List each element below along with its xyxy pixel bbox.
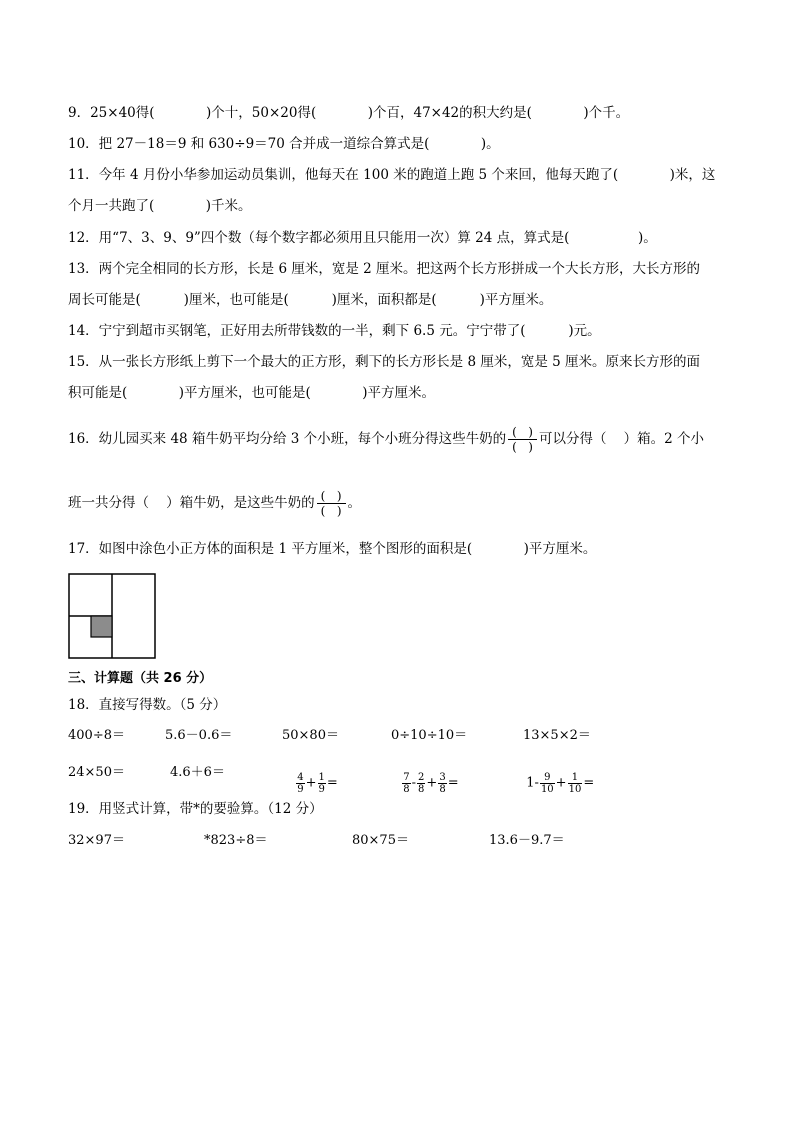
denominator: 8 [418,784,425,795]
fraction [568,772,583,795]
blank-fraction [317,489,346,518]
numerator: 9 [540,772,555,784]
question-11-text-2: 个月一共跑了( )千米。 [68,198,252,214]
question-13-text-2: 周长可能是( )厘米，也可能是( )厘米，面积都是( )平方厘米。 [68,292,553,308]
square-figure [68,573,156,659]
paren-open: ( [512,440,517,454]
question-16-line-1 [68,421,704,457]
blank-space [517,440,528,454]
question-12-text: 12．用“7、3、9、9”四个数（每个数字都必须用且只能用一次）算 24 点，算式是( )。 [68,230,657,246]
equals-sign: = [583,775,595,791]
question-12 [68,229,657,247]
blank-fraction-denominator [317,504,346,518]
denominator: 9 [318,784,325,795]
calc-item: 13.6－9.7＝ [489,833,565,848]
paren-close: ) [528,440,533,454]
one-minus: 1- [526,775,539,791]
question-17 [68,540,596,558]
question-13-line-1 [68,260,700,278]
paren-open: ( [320,504,326,518]
denominator: 9 [297,784,304,795]
fraction-expression [518,756,594,795]
shaded-square [91,616,112,637]
calc-item: 0÷10÷10＝ [391,728,468,743]
question-9 [68,104,629,122]
calc-item: 4.6＋6＝ [170,765,225,780]
plus-sign: + [426,775,438,791]
blank-space [517,425,528,439]
plus-sign: + [305,775,317,791]
paren-open: ( [512,425,517,439]
minus-sign: - [411,775,417,791]
numerator: 1 [568,772,583,784]
question-9-text: 9．25×40得( )个十，50×20得( )个百，47×42的积大约是( )个千。 [68,105,630,121]
question-15-line-1 [68,353,700,371]
equals-sign: = [447,775,459,791]
calc-item: *823÷8＝ [204,833,268,848]
question-15-line-2 [68,384,435,402]
fraction-expression [393,756,459,795]
question-11-text-1: 11．今年 4 月份小华参加运动员集训，他每天在 100 米的跑道上跑 5 个来回，他每天跑了( )米，这 [68,167,716,183]
fraction [417,772,425,795]
paren-close: ) [528,425,533,439]
numerator: 4 [297,772,304,783]
denominator: 10 [540,784,554,795]
question-16-text-1a: 16．幼儿园买来 48 箱牛奶平均分给 3 个小班，每个小班分得这些牛奶的 [68,431,507,447]
blank-fraction-numerator [508,425,537,440]
calc-item: 80×75＝ [352,833,409,848]
blank-fraction-numerator [317,489,346,504]
calc-item: 5.6－0.6＝ [165,728,233,743]
paren-close: ) [336,504,342,518]
blank-fraction [508,425,537,454]
question-19 [68,800,323,818]
fraction [438,772,446,795]
plus-sign: + [555,775,567,791]
denominator: 8 [439,784,446,795]
blank-fraction-denominator [508,440,537,454]
question-13-line-2 [68,291,552,309]
section-3-heading [68,670,212,688]
numerator: 1 [318,772,325,783]
fraction [318,772,326,795]
question-17-text: 17．如图中涂色小正方体的面积是 1 平方厘米，整个图形的面积是( )平方厘米。 [68,541,597,557]
denominator: 8 [403,784,410,795]
blank-space [325,489,336,503]
question-11-line-1 [68,166,715,184]
question-19-text: 19．用竖式计算，带*的要验算。（12 分） [68,801,323,817]
paren-open: ( [320,489,326,503]
equals-sign: = [326,775,338,791]
section-3-title: 三、计算题（共 26 分） [68,671,213,686]
question-16-line-2 [68,485,361,521]
calc-item: 50×80＝ [282,728,339,743]
fraction [402,772,410,795]
numerator: 7 [403,772,410,783]
question-15-text-1: 15．从一张长方形纸上剪下一个最大的正方形，剩下的长方形长是 8 厘米，宽是 5 厘米。原来长方形的面 [68,354,701,370]
paren-close: ) [336,489,342,503]
question-18-text: 18．直接写得数。（5 分） [68,697,227,713]
denominator: 10 [568,784,582,795]
fraction [296,772,304,795]
question-13-text-1: 13．两个完全相同的长方形，长是 6 厘米，宽是 2 厘米。把这两个长方形拼成一个大长方形，大长方形的 [68,261,701,277]
question-10 [68,135,500,153]
calc-item: 32×97＝ [68,833,125,848]
numerator: 2 [418,772,425,783]
question-16-text-2b: 。 [347,495,361,511]
question-15-text-2: 积可能是( )平方厘米，也可能是( )平方厘米。 [68,385,436,401]
question-11-line-2 [68,197,252,215]
question-16-text-2a: 班一共分得（ ）箱牛奶，是这些牛奶的 [68,495,315,511]
blank-space [325,504,336,518]
question-10-text: 10．把 27－18＝9 和 630÷9＝70 合并成一道综合算式是( )。 [68,136,500,152]
calc-item: 13×5×2＝ [523,728,591,743]
numerator: 3 [439,772,446,783]
question-18 [68,696,226,714]
question-14 [68,322,601,340]
fraction-expression [287,756,338,795]
question-16-text-1b: 可以分得（ ）箱。2 个小 [538,431,704,447]
fraction [540,772,555,795]
question-14-text: 14．宁宁到超市买钢笔，正好用去所带钱数的一半，剩下 6.5 元。宁宁带了( )元。 [68,323,601,339]
calc-item: 24×50＝ [68,765,125,780]
calc-item: 400÷8＝ [68,728,125,743]
